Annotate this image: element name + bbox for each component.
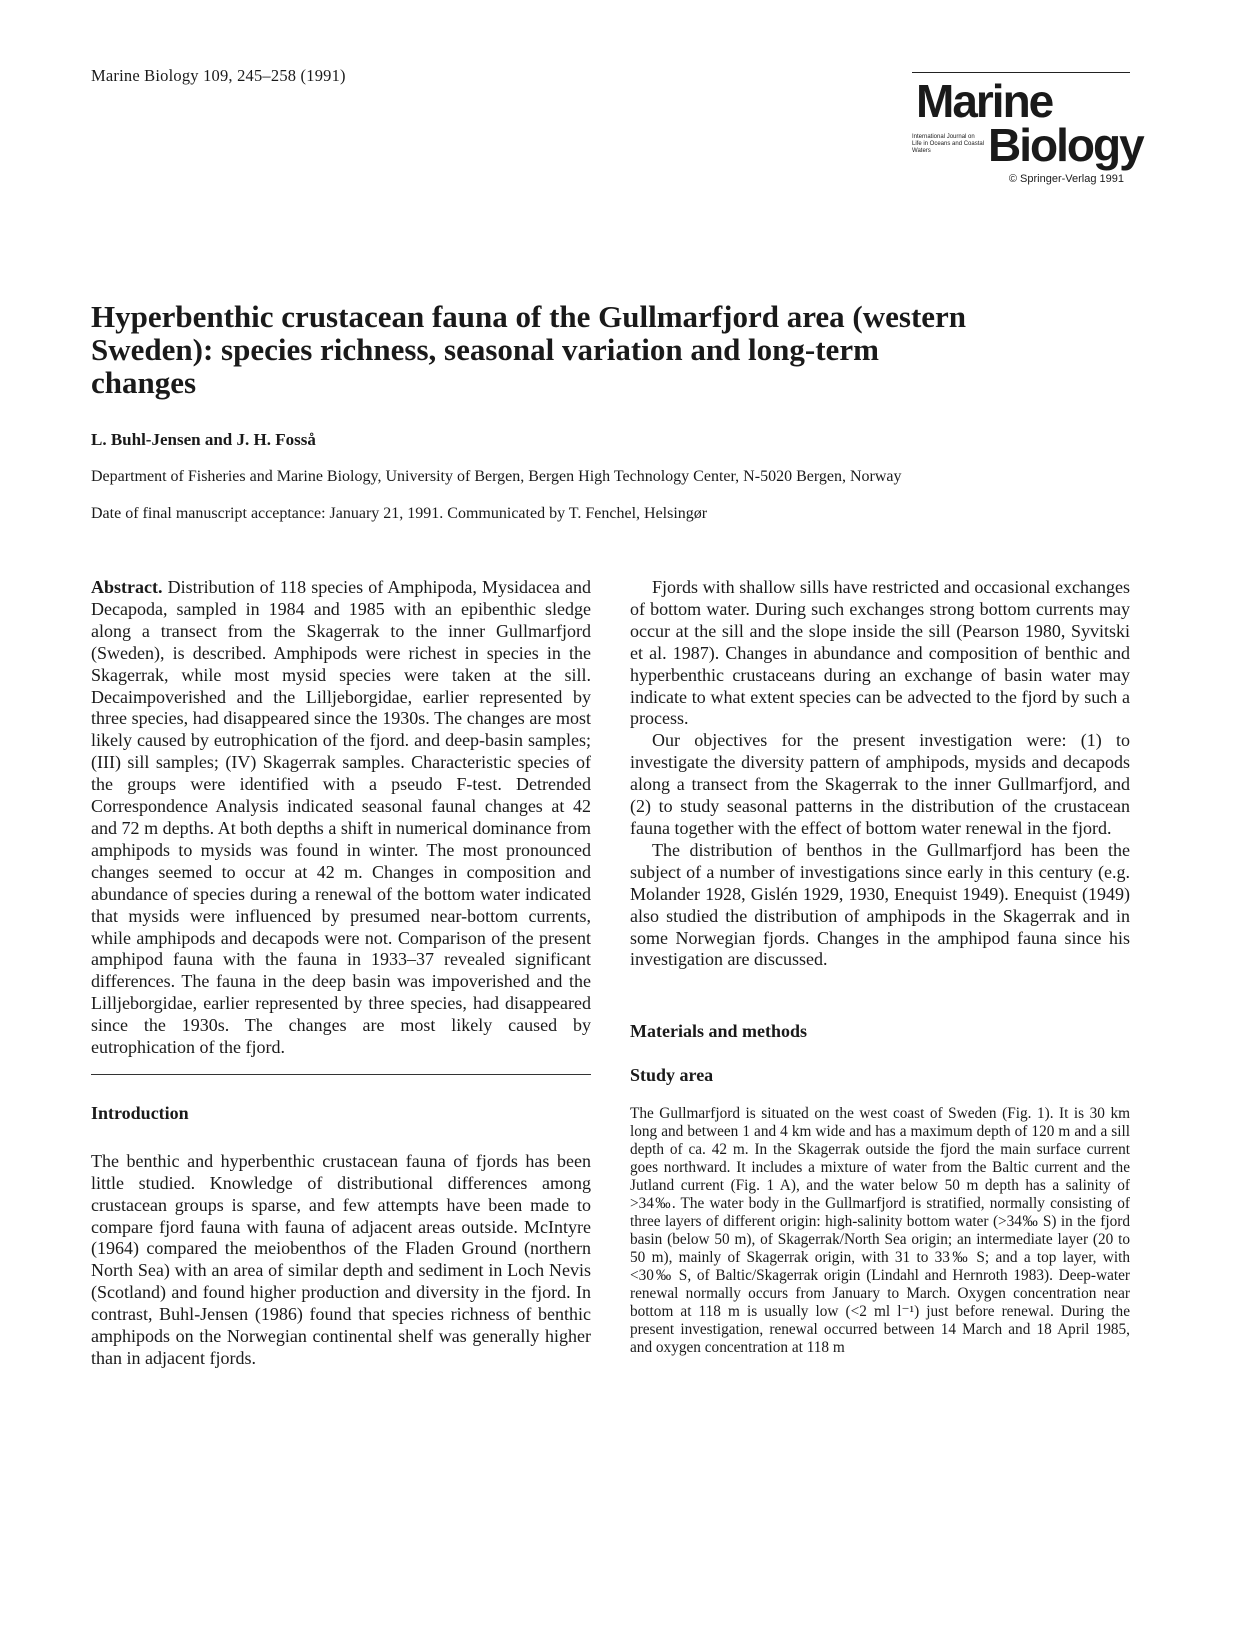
introduction-heading: Introduction [91, 1102, 189, 1123]
logo-tagline: International Journal on Life in Oceans and Coastal Waters [912, 134, 985, 154]
article-affiliation: Department of Fisheries and Marine Biology, University of Bergen, Bergen High Technology Center, N-5020 Bergen, Norway [91, 468, 902, 485]
study-area-subheading: Study area [630, 1065, 714, 1086]
logo-marine-text: Marine [916, 75, 1053, 127]
introduction-paragraph-1: The benthic and hyperbenthic crustacean fauna of fjords has been little studied. Knowledge of distributional differences among crustacean groups is sparse, and few attempts have been made to compare fjord fauna with fauna of adjacent areas outside. McIntyre (1964) compared the meiobenthos of the Fladen Ground (northern North Sea) with an area of similar depth and sediment in Loch Nevis (Scotland) and found higher production and diversity in the fjord. In contrast, Buhl-Jensen (1986) found that species richness of benthic amphipods on the Norwegian continental shelf was generally higher than in adjacent fjords. [91, 1150, 591, 1368]
introduction-paragraph-4: The distribution of benthos in the Gullmarfjord has been the subject of a number of investigations since early in this century (e.g. Molander 1928, Gislén 1929, 1930, Enequist 1949). Enequist (1949) also studied the distribution of amphipods in the Skagerrak and in some Norwegian fjords. Changes in the amphipod fauna since his investigation are discussed. [630, 839, 1130, 970]
article-authors: L. Buhl-Jensen and J. H. Fosså [91, 430, 316, 449]
journal-citation: Marine Biology 109, 245–258 (1991) [91, 66, 346, 85]
abstract-text: Distribution of 118 species of Amphipoda, Mysidacea and Decapoda, sampled in 1984 and 1985 with an epibenthic sledge along a transect from the Skagerrak to the inner Gullmarfjord (Sweden), is described. Amphipods were richest in species in the Skagerrak, while most mysid species were taken at the sill. Decaimpoverished and the Lilljeborgidae, earlier represented by three species, had disappeared since the 1930s. The changes are most likely caused by eutrophication of the fjord. and deep-basin samples; (III) sill samples; (IV) Skagerrak samples. Characteristic species of the groups were identified with a pseudo F-test. Detrended Correspondence Analysis indicated seasonal faunal changes at 42 and 72 m depths. At both depths a shift in numerical dominance from amphipods to mysids was found in winter. The most pronounced changes seemed to occur at 42 m. Changes in composition and abundance of species during a renewal of the bottom water indicated that mysids were influenced by presumed near-bottom currents, while amphipods and decapods were not. Comparison of the present amphipod fauna with the fauna in 1933–37 revealed significant differences. The fauna in the deep basin was impoverished and the Lilljeborgidae, earlier represented by three species, had disappeared since the 1930s. The changes are most likely caused by eutrophication of the fjord. [91, 577, 591, 1058]
study-area-text: The Gullmarfjord is situated on the west coast of Sweden (Fig. 1). It is 30 km long and between 1 and 4 km wide and has a maximum depth of 120 m and a sill depth of ca. 42 m. In the Skagerrak outside the fjord the main surface current goes northward. It includes a mixture of water from the Baltic current and the Jutland current (Fig. 1 A), and the water below 50 m depth has a salinity of >34‰. The water body in the Gullmarfjord is stratified, normally consisting of three layers of different origin: high-salinity bottom water (>34‰ S) in the fjord basin (below 50 m), of Skagerrak/North Sea origin; an intermediate layer (20 to 50 m), mainly of Skagerrak origin, with 31 to 33‰ S; and a top layer, with <30‰ S, of Baltic/Skagerrak origin (Lindahl and Hernroth 1983). Deep-water renewal normally occurs from January to March. Oxygen concentration near bottom at 118 m is usually low (<2 ml l⁻¹) just before renewal. During the present investigation, renewal occurred between 14 March and 18 April 1985, and oxygen concentration at 118 m [630, 1105, 1130, 1357]
abstract [91, 577, 591, 1059]
introduction-paragraph-2: Fjords with shallow sills have restricted and occasional exchanges of bottom water. During such exchanges strong bottom currents may occur at the sill and the slope inside the sill (Pearson 1980, Syvitski et al. 1987). Changes in abundance and composition of benthic and hyperbenthic crustaceans during an exchange of basin water may indicate to what extent species can be advected to the fjord by such a process. [630, 577, 1130, 729]
logo-copyright: © Springer-Verlag 1991 [1008, 173, 1124, 185]
introduction-paragraph-3: Our objectives for the present investigation were: (1) to investigate the diversity pattern of amphipods, mysids and decapods along a transect from the Skagerrak to the inner Gullmarfjord, and (2) to study seasonal patterns in the distribution of the crustacean fauna together with the effect of bottom water renewal in the fjord. [630, 730, 1130, 838]
article-dates: Date of final manuscript acceptance: January 21, 1991. Communicated by T. Fenchel, Helsingør [91, 505, 708, 522]
methods-heading: Materials and methods [630, 1021, 807, 1042]
left-column [91, 577, 591, 1370]
logo-rule [912, 72, 1130, 73]
logo-biology-text: Biology [988, 119, 1143, 171]
abstract-label: Abstract. [91, 577, 163, 597]
abstract-divider [91, 1074, 591, 1075]
article-title: Hyperbenthic crustacean fauna of the Gullmarfjord area (western Sweden): species richness, seasonal variation and long-term changes [91, 299, 967, 400]
journal-logo [912, 72, 1143, 190]
right-column [630, 577, 1130, 1357]
